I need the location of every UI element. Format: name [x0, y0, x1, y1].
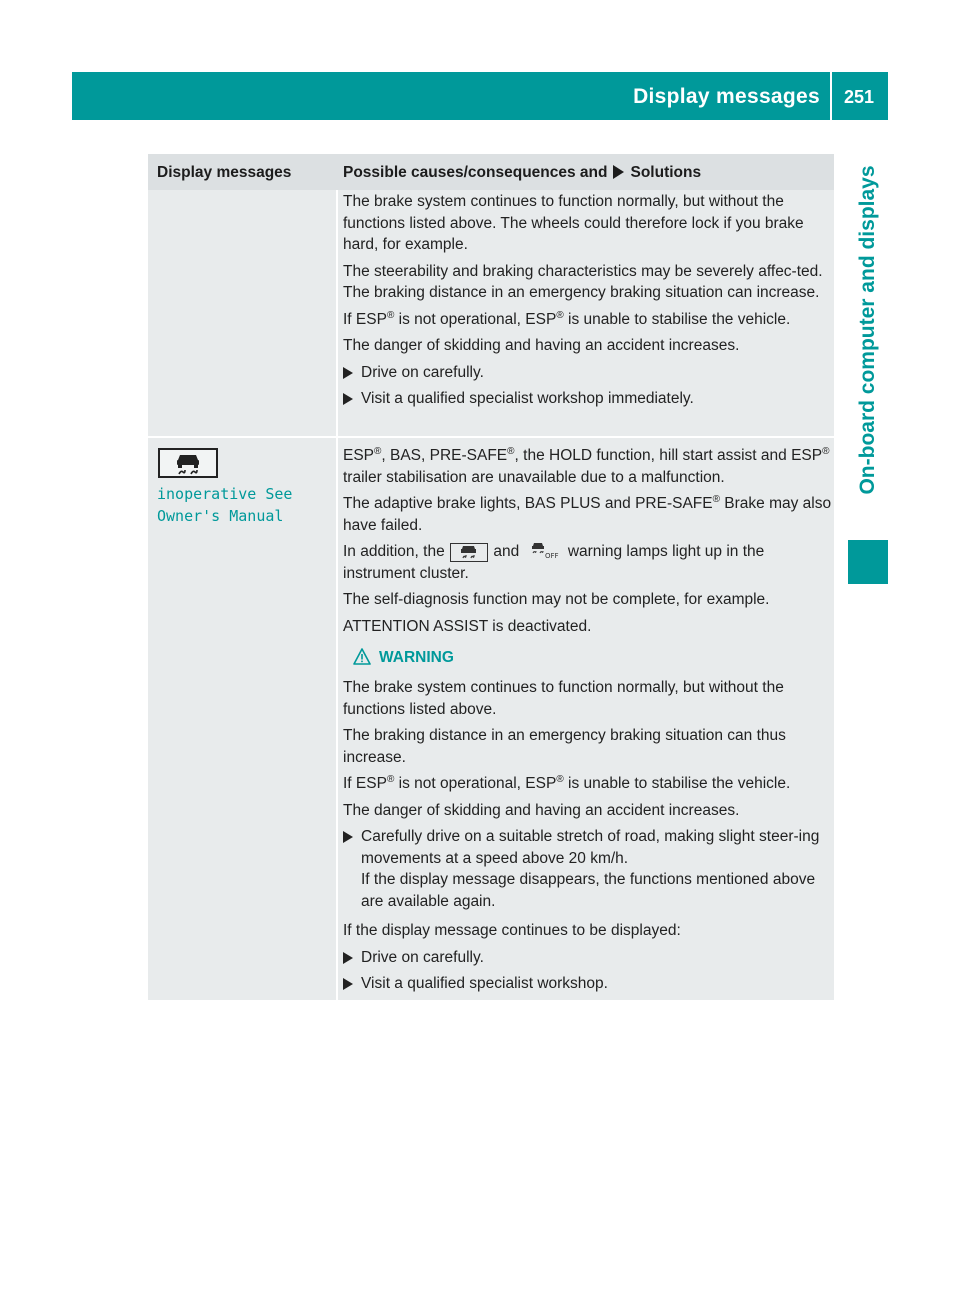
esp-car-skid-icon [160, 450, 216, 476]
paragraph: ATTENTION ASSIST is deactivated. [343, 617, 592, 635]
header-divider [830, 72, 832, 120]
registered-mark: ® [507, 445, 515, 457]
instruction-text: Visit a qualified specialist workshop immediately. [361, 390, 694, 407]
paragraph: The steerability and braking characteristics may be severely affec-ted. The braking distance in an emergency braking situation can increase. [343, 262, 823, 301]
table-row-1-causes [343, 191, 833, 415]
column-header-causes [343, 154, 701, 190]
display-messages-table [148, 154, 834, 1000]
paragraph: If the display message continues to be displayed: [343, 922, 681, 939]
registered-mark: ® [712, 493, 720, 505]
registered-mark: ® [822, 445, 830, 457]
registered-mark: ® [556, 309, 564, 321]
text: ESP [343, 447, 375, 464]
column-divider [336, 190, 338, 1000]
paragraph [343, 309, 833, 331]
paragraph: The self-diagnosis function may not be complete, for example. [343, 591, 770, 608]
chapter-marker-block [848, 540, 888, 584]
paragraph: The brake system continues to function normally, but without the functions listed above. The wheels could therefore lock if you brake hard, for example. [343, 193, 804, 253]
text: trailer stabilisation are unavailable due to a malfunction. [343, 468, 725, 486]
text: If ESP [343, 310, 387, 328]
paragraph: The braking distance in an emergency braking situation can thus increase. [343, 727, 786, 766]
column-header-display-messages: Display messages [157, 164, 292, 181]
text: In addition, the [343, 543, 445, 560]
page-section-title: Display messages [633, 85, 820, 108]
text: The adaptive brake lights, BAS PLUS and PRE-SAFE [343, 495, 713, 512]
display-message-text [157, 483, 337, 527]
paragraph [343, 773, 833, 795]
paragraph: The brake system continues to function normally, but without the functions listed above. [343, 679, 784, 718]
arrow-bullet-icon [343, 367, 353, 379]
paragraph [343, 493, 833, 536]
page-number: 251 [843, 87, 875, 107]
warning-label: WARNING [379, 649, 454, 666]
chapter-side-tab [848, 120, 888, 540]
display-message-line: inoperative See [157, 485, 293, 503]
triangle-right-icon [613, 165, 624, 179]
table-row-2-causes [343, 445, 833, 1000]
instruction-text: Carefully drive on a suitable stretch of road, making slight steer-ing movements at a speed above 20 km/h. [361, 828, 820, 867]
arrow-bullet-icon [343, 952, 353, 964]
instruction-step [343, 388, 833, 410]
instruction-step [343, 947, 833, 969]
registered-mark: ® [386, 773, 395, 785]
text: warning lamps light up in the instrument cluster. [343, 543, 765, 582]
text: is unable to stabilise the vehicle. [563, 310, 791, 328]
esp-warning-lamp-icon [450, 543, 488, 562]
paragraph [343, 445, 833, 488]
column-header-solutions-text: Solutions [630, 164, 702, 181]
registered-mark: ® [374, 445, 382, 457]
text: Brake may also have failed. [343, 495, 832, 534]
header-bar [72, 72, 888, 120]
instruction-text: Drive on carefully. [361, 948, 484, 966]
instruction-step [343, 973, 833, 995]
text: and [493, 543, 520, 560]
instruction-text: Drive on carefully. [361, 363, 484, 381]
paragraph: The danger of skidding and having an accident increases. [343, 801, 740, 819]
text: is not operational, ESP [394, 775, 557, 792]
text: If ESP [343, 775, 387, 792]
row-divider [148, 436, 834, 438]
arrow-bullet-icon [343, 831, 353, 843]
chapter-label: On-board computer and displays [856, 165, 879, 495]
text: is not operational, ESP [394, 310, 557, 328]
instruction-step [343, 826, 833, 912]
text: , the HOLD function, hill start assist and ESP [514, 447, 823, 464]
paragraph: The danger of skidding and having an accident increases. [343, 337, 740, 354]
arrow-bullet-icon [343, 393, 353, 405]
warning-triangle-icon [353, 648, 371, 672]
svg-text:OFF: OFF [544, 552, 559, 560]
text: is unable to stabilise the vehicle. [563, 775, 791, 792]
column-header-causes-text: Possible causes/consequences and [343, 164, 608, 181]
text: , BAS, PRE-SAFE [381, 447, 508, 464]
registered-mark: ® [556, 773, 564, 785]
display-message-line: Owner's Manual [157, 507, 284, 525]
instruction-text: Visit a qualified specialist workshop. [361, 975, 608, 992]
esp-warning-icon [158, 448, 218, 478]
paragraph [343, 541, 833, 584]
registered-mark: ® [386, 309, 395, 321]
warning-heading [343, 647, 833, 669]
instruction-step [343, 362, 833, 384]
arrow-bullet-icon [343, 978, 353, 990]
instruction-result-text: If the display message disappears, the functions mentioned above are available again. [361, 871, 816, 910]
table-header [148, 154, 834, 190]
esp-off-lamp-icon [525, 541, 563, 560]
